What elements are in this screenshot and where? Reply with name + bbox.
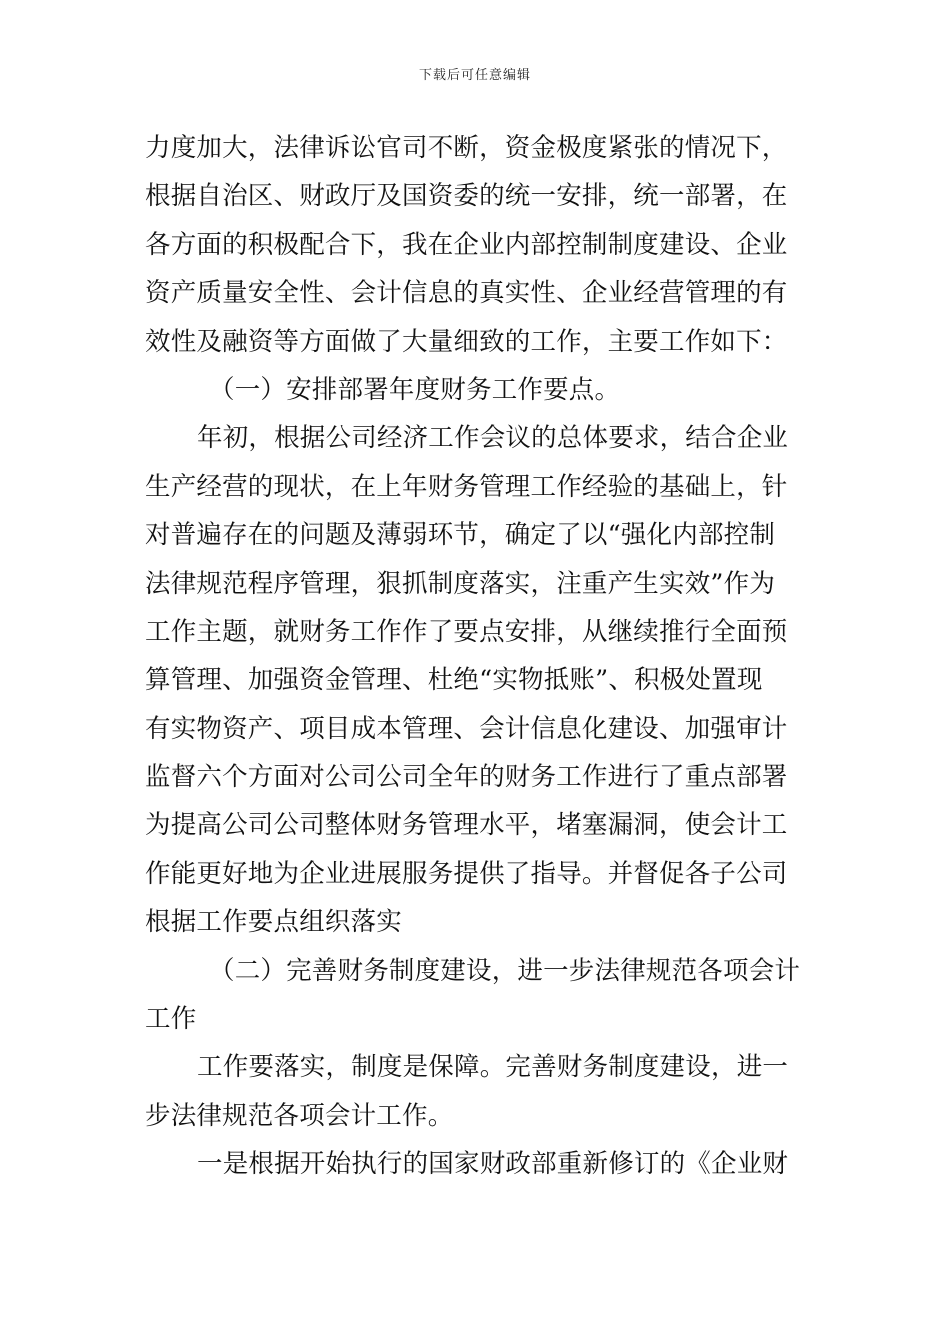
document-body <box>145 128 815 1193</box>
text-line: 工作主题，就财务工作作了要点安排，从继续推行全面预 <box>145 616 788 647</box>
text-line: 各方面的积极配合下，我在企业内部控制制度建设、企业 <box>145 229 788 260</box>
text-line: 算管理、加强资金管理、杜绝“实物抵账”、积极处置现 <box>145 665 763 696</box>
text-line: 资产质量安全性、会计信息的真实性、企业经营管理的有 <box>145 278 788 309</box>
text-line: 作能更好地为企业进展服务提供了指导。并督促各子公司 <box>145 858 788 889</box>
paragraph-start: 年初，根据公司经济工作会议的总体要求，结合企业 <box>197 423 789 454</box>
text-line: 步法律规范各项会计工作。 <box>145 1100 454 1131</box>
text-line: 力度加大，法律诉讼官司不断，资金极度紧张的情况下， <box>145 133 788 163</box>
text-line: 监督六个方面对公司公司全年的财务工作进行了重点部署 <box>145 762 788 793</box>
text-line: 生产经营的现状，在上年财务管理工作经验的基础上，针 <box>145 471 788 502</box>
text-line: 为提高公司公司整体财务管理水平，堵塞漏洞，使会计工 <box>145 810 788 841</box>
text-line: 效性及融资等方面做了大量细致的工作，主要工作如下： <box>145 326 788 357</box>
text-line: 根据工作要点组织落实 <box>145 907 403 938</box>
text-line: 对普遍存在的问题及薄弱环节，确定了以“强化内部控制 <box>145 520 776 551</box>
text-line: 法律规范程序管理，狠抓制度落实，注重产生实效”作为 <box>145 568 776 599</box>
text-line: 有实物资产、项目成本管理、会计信息化建设、加强审计 <box>145 713 788 744</box>
paragraph-start: 一是根据开始执行的国家财政部重新修订的《企业财 <box>197 1149 789 1180</box>
section-heading: （二）完善财务制度建设，进一步法律规范各项会计 <box>209 955 801 986</box>
paragraph-start: 工作要落实，制度是保障。完善财务制度建设，进一 <box>197 1052 789 1083</box>
page-header: 下载后可任意编辑 <box>418 68 531 83</box>
text-line: 工作 <box>145 1004 197 1035</box>
text-line: 根据自治区、财政厅及国资委的统一安排，统一部署，在 <box>145 181 788 212</box>
section-heading: （一）安排部署年度财务工作要点。 <box>209 374 621 405</box>
